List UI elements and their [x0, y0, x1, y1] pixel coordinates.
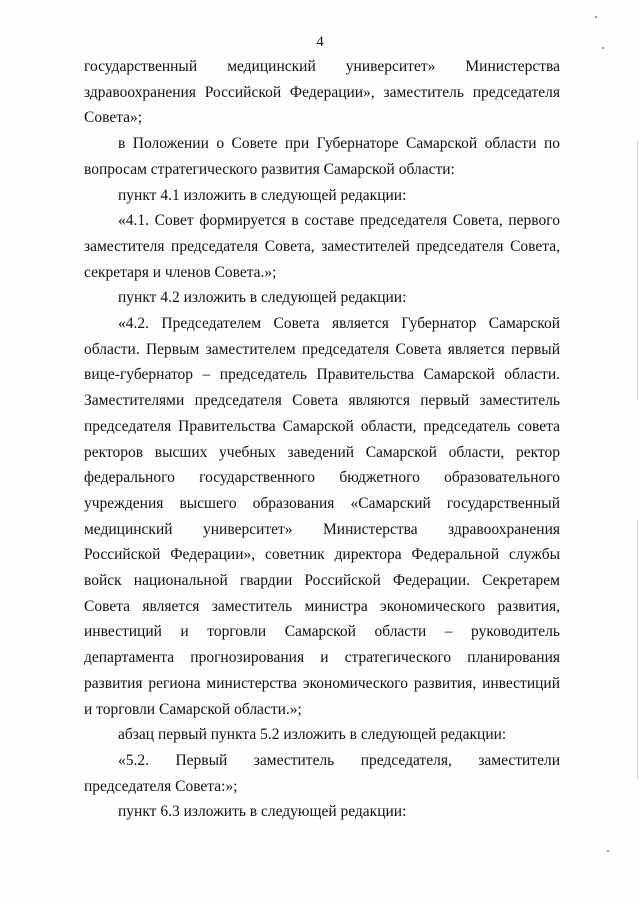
- document-body: [84, 54, 560, 825]
- paragraph: «4.2. Председателем Совета является Губернатор Самарской области. Первым заместителем председателя Совета является первый вице-губернатор – председатель Правительства Самарской области. Заместителями председателя Совета являются первый заместитель председателя Правительства Самарской области, председатель совета ректоров высших учебных заведений Самарской области, ректор федерального государственного бюджетного образовательного учреждения высшего образования «Самарский государственный медицинский университет» Министерства здравоохранения Российской Федерации», советник директора Федеральной службы войск национальной гвардии Российской Федерации. Секретарем Совета является заместитель министра экономического развития, инвестиций и торговли Самарской области – руководитель департамента прогнозирования и стратегического планирования развития региона министерства экономического развития, инвестиций и торговли Самарской области.»;: [84, 315, 560, 718]
- paragraph: пункт 4.1 изложить в следующей редакции:: [118, 186, 407, 204]
- paragraph: государственный медицинский университет» Министерства здравоохранения Российской Федерации», заместитель председателя Совета»;: [84, 58, 560, 127]
- paragraph: пункт 4.2 изложить в следующей редакции:: [118, 289, 407, 307]
- paragraph: в Положении о Совете при Губернаторе Самарской области по вопросам стратегического развития Самарской области:: [84, 135, 560, 178]
- paragraph: пункт 6.3 изложить в следующей редакции:: [118, 803, 407, 821]
- page-number: 4: [316, 34, 324, 50]
- paragraph: абзац первый пункта 5.2 изложить в следующей редакции:: [118, 726, 507, 744]
- scan-edge-shadow: [637, 520, 638, 780]
- paragraph: «4.1. Совет формируется в составе председателя Совета, первого заместителя председателя Совета, заместителей председателя Совета, секретаря и членов Совета.»;: [84, 212, 560, 281]
- scan-speck: [607, 850, 609, 852]
- paragraph: «5.2. Первый заместитель председателя, заместители председателя Совета:»;: [84, 751, 560, 795]
- scan-speck: [595, 16, 597, 18]
- scan-edge-shadow: [637, 140, 638, 400]
